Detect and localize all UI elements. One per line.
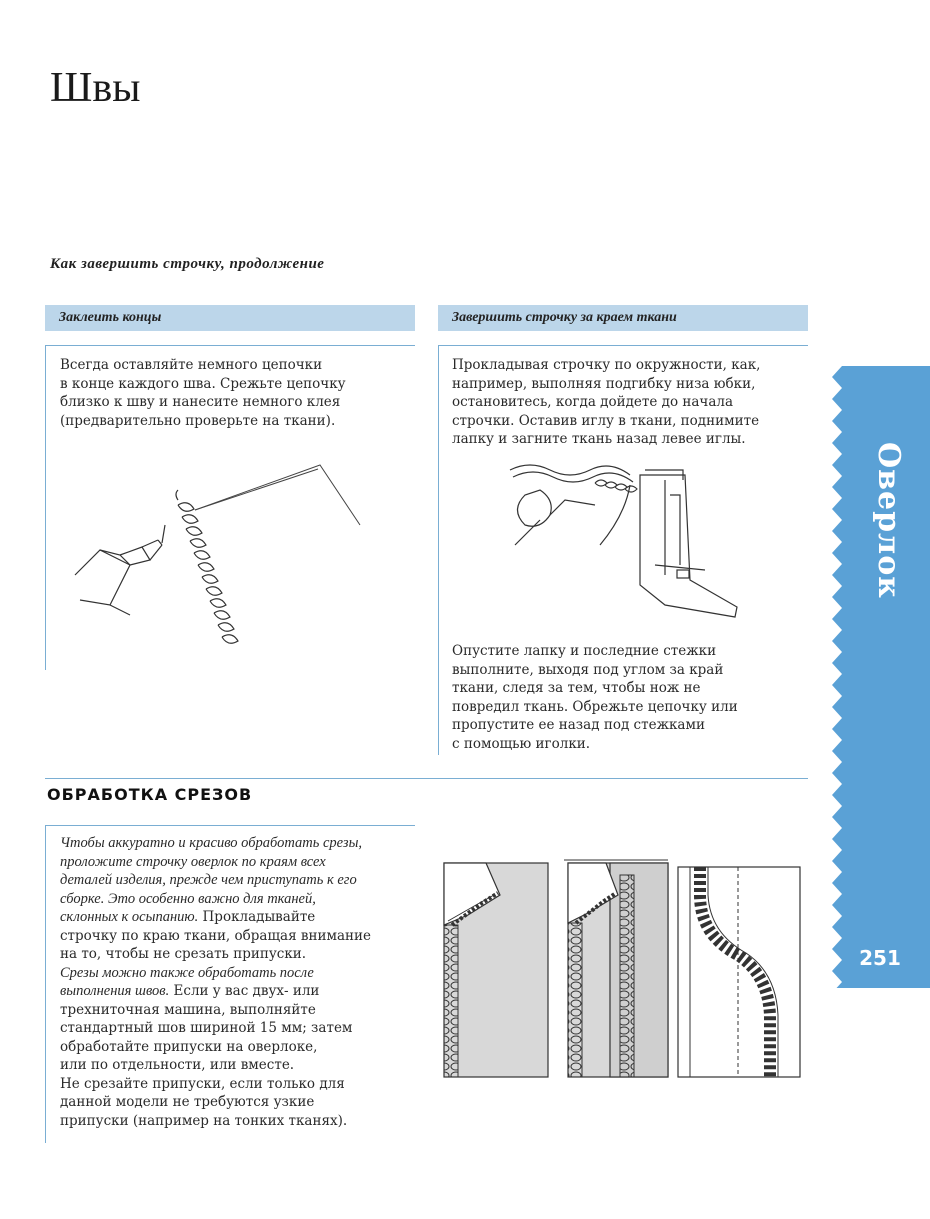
text-regular: Если у вас двух- или	[169, 983, 320, 999]
text-line: остановитесь, когда дойдете до начала	[452, 394, 734, 410]
right-panel-top-rule	[438, 345, 808, 346]
text-line: строчку по краю ткани, обращая внимание	[60, 927, 372, 944]
text-line: на то, чтобы не срезать припуски.	[60, 946, 307, 962]
text-line: лапку и загните ткань назад левее иглы.	[452, 431, 746, 447]
text-line: сборке. Это особенно важно для тканей,	[60, 890, 316, 907]
text-line: проложите строчку оверлок по краям всех	[60, 853, 326, 870]
left-panel-heading: Заклеить концы	[59, 310, 162, 325]
text-line: (предварительно проверьте на ткани).	[60, 412, 336, 429]
seam-finish-illustrations	[438, 855, 808, 1085]
side-tab-label: Оверлок	[871, 441, 906, 599]
text-line: трехниточная машина, выполняйте	[60, 1001, 316, 1018]
text-line: повредил ткань. Обрежьте цепочку или	[452, 698, 738, 715]
right-panel-rule	[438, 345, 439, 755]
text-line: Всегда оставляйте немного цепочки	[60, 357, 323, 373]
section-divider	[45, 778, 808, 779]
seam-panel-3	[678, 867, 800, 1077]
left-panel-top-rule	[45, 345, 415, 346]
text-line: ткани, следя за тем, чтобы нож не	[452, 680, 701, 696]
text-line: Прокладывая строчку по окружности, как,	[452, 357, 761, 373]
glue-bottle-illustration	[70, 455, 370, 665]
text-line	[60, 982, 420, 1001]
left-panel-heading-bar	[45, 305, 415, 331]
section-heading: ОБРАБОТКА СРЕЗОВ	[47, 785, 253, 804]
section-top-rule	[45, 825, 415, 826]
section-rule	[45, 825, 46, 1143]
text-line: стандартный шов шириной 15 мм; затем	[60, 1020, 353, 1036]
text-line	[60, 908, 420, 927]
text-line: Не срезайте припуски, если только для	[60, 1075, 345, 1092]
right-panel-heading-bar	[438, 305, 808, 331]
text-line: деталей изделия, прежде чем приступать к его	[60, 872, 357, 888]
text-line: в конце каждого шва. Срежьте цепочку	[60, 375, 346, 392]
left-panel-rule	[45, 345, 46, 670]
page-number: 251	[859, 946, 901, 970]
text-line: данной модели не требуются узкие	[60, 1094, 315, 1110]
text-regular: Прокладывайте	[198, 909, 316, 925]
seam-panel-2	[564, 860, 668, 1077]
seam-panel-1	[444, 863, 548, 1077]
text-line: выполните, выходя под углом за край	[452, 661, 724, 678]
text-line: с помощью иголки.	[452, 735, 591, 752]
right-panel-text-bottom	[452, 642, 812, 753]
left-panel-text	[60, 356, 410, 430]
text-line: Чтобы аккуратно и красиво обработать срезы,	[60, 835, 363, 851]
section-text	[60, 834, 420, 1130]
text-italic: склонных к осыпанию.	[60, 909, 199, 925]
right-panel-text-top	[452, 356, 812, 449]
text-line: строчки. Оставив иглу в ткани, поднимите	[452, 412, 760, 429]
text-line: пропустите ее назад под стежками	[452, 717, 705, 733]
text-line: припуски (например на тонких тканях).	[60, 1112, 348, 1129]
page-title: Швы	[50, 65, 141, 111]
right-panel-heading: Завершить строчку за краем ткани	[452, 310, 677, 325]
text-line: Опустите лапку и последние стежки	[452, 643, 717, 659]
text-line: обработайте припуски на оверлоке,	[60, 1038, 318, 1055]
text-line: или по отдельности, или вместе.	[60, 1057, 295, 1073]
text-line: Срезы можно также обработать после	[60, 964, 314, 981]
page-subtitle: Как завершить строчку, продолжение	[50, 256, 325, 272]
text-italic: выполнения швов.	[60, 983, 170, 999]
text-line: например, выполняя подгибку низа юбки,	[452, 375, 756, 392]
text-line: близко к шву и нанесите немного клея	[60, 394, 341, 410]
presser-foot-illustration	[505, 455, 745, 630]
